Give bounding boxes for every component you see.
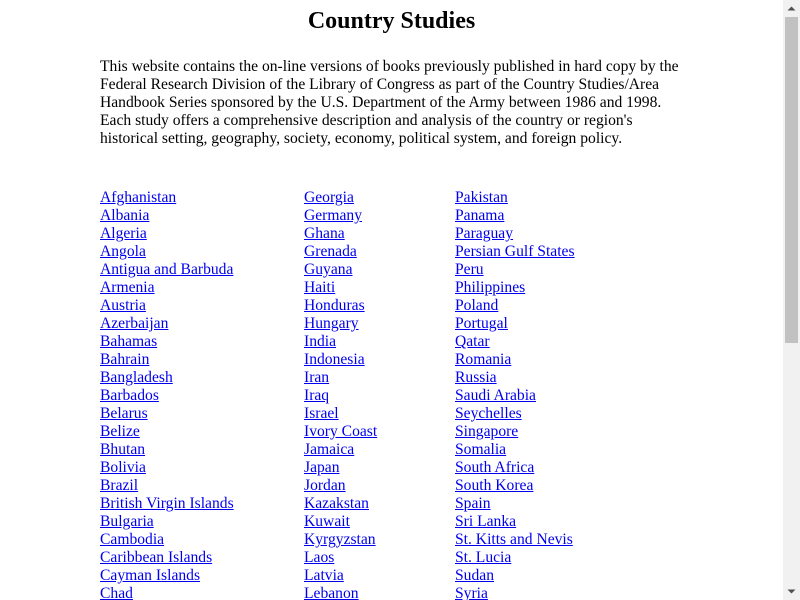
- country-list-item: [455, 495, 575, 513]
- country-link[interactable]: Somalia: [455, 441, 507, 458]
- country-list-item: [100, 279, 234, 297]
- country-list-item: [455, 243, 575, 261]
- country-link[interactable]: Kuwait: [304, 513, 350, 530]
- country-link[interactable]: Poland: [455, 297, 499, 314]
- country-list-item: [100, 225, 234, 243]
- country-list-item: [100, 531, 234, 549]
- country-link[interactable]: Ivory Coast: [304, 423, 378, 440]
- country-list-item: [455, 405, 575, 423]
- country-link[interactable]: Austria: [100, 297, 146, 314]
- country-link[interactable]: Antigua and Barbuda: [100, 261, 234, 278]
- country-link[interactable]: Panama: [455, 207, 505, 224]
- country-column-2: [304, 189, 377, 600]
- country-link[interactable]: Cayman Islands: [100, 567, 201, 584]
- country-link[interactable]: Sudan: [455, 567, 494, 584]
- country-link[interactable]: Algeria: [100, 225, 147, 242]
- country-link[interactable]: Syria: [455, 585, 488, 600]
- country-list-item: [304, 261, 377, 279]
- country-link[interactable]: Guyana: [304, 261, 353, 278]
- country-list-item: [304, 225, 377, 243]
- country-link[interactable]: Peru: [455, 261, 484, 278]
- country-list-item: [100, 189, 234, 207]
- country-link[interactable]: Ghana: [304, 225, 345, 242]
- country-list-item: [100, 459, 234, 477]
- country-list-item: [455, 261, 575, 279]
- country-list-item: [455, 387, 575, 405]
- country-list-item: [304, 531, 377, 549]
- country-link[interactable]: Qatar: [455, 333, 490, 350]
- country-link[interactable]: Bahrain: [100, 351, 150, 368]
- country-list-item: [304, 495, 377, 513]
- country-link[interactable]: South Korea: [455, 477, 534, 494]
- country-list-item: [455, 225, 575, 243]
- country-link[interactable]: India: [304, 333, 337, 350]
- country-link[interactable]: Paraguay: [455, 225, 514, 242]
- country-link[interactable]: Barbados: [100, 387, 159, 404]
- country-list-item: [304, 387, 377, 405]
- country-list-item: [100, 387, 234, 405]
- country-list-item: [100, 405, 234, 423]
- country-link[interactable]: Jamaica: [304, 441, 355, 458]
- country-list-item: [100, 549, 234, 567]
- country-list-item: [304, 189, 377, 207]
- country-link[interactable]: Seychelles: [455, 405, 522, 422]
- country-link[interactable]: Grenada: [304, 243, 357, 260]
- country-list-item: [304, 441, 377, 459]
- country-list-item: [304, 351, 377, 369]
- country-list-item: [304, 549, 377, 567]
- country-list-item: [100, 243, 234, 261]
- country-list-item: [455, 369, 575, 387]
- country-list-item: [304, 297, 377, 315]
- country-link[interactable]: Brazil: [100, 477, 139, 494]
- scroll-up-arrow-icon[interactable]: [783, 0, 800, 17]
- country-list-item: [455, 207, 575, 225]
- country-link[interactable]: Saudi Arabia: [455, 387, 536, 404]
- country-link[interactable]: Lebanon: [304, 585, 359, 600]
- country-link[interactable]: Belize: [100, 423, 140, 440]
- country-list-item: [455, 477, 575, 495]
- country-link[interactable]: Bhutan: [100, 441, 146, 458]
- country-list-item: [100, 441, 234, 459]
- country-list-item: [100, 207, 234, 225]
- country-link[interactable]: Chad: [100, 585, 133, 600]
- country-list-item: [304, 477, 377, 495]
- country-list-item: [455, 459, 575, 477]
- country-link[interactable]: Persian Gulf States: [455, 243, 575, 260]
- country-link[interactable]: Latvia: [304, 567, 344, 584]
- country-list-item: [304, 243, 377, 261]
- country-link[interactable]: Angola: [100, 243, 146, 260]
- country-link[interactable]: South Africa: [455, 459, 535, 476]
- country-list-item: [100, 351, 234, 369]
- country-link[interactable]: Caribbean Islands: [100, 549, 213, 566]
- country-link[interactable]: Iraq: [304, 387, 330, 404]
- country-list-item: [100, 333, 234, 351]
- country-list-item: [100, 567, 234, 585]
- country-link[interactable]: Spain: [455, 495, 491, 512]
- country-link[interactable]: Russia: [455, 369, 497, 386]
- country-link[interactable]: Kazakstan: [304, 495, 369, 512]
- country-list-item: [100, 513, 234, 531]
- country-link[interactable]: Iran: [304, 369, 330, 386]
- country-list-item: [455, 441, 575, 459]
- country-list-item: [455, 333, 575, 351]
- country-link[interactable]: Philippines: [455, 279, 526, 296]
- intro-paragraph: This website contains the on-line versions of books previously published in hard copy by the Federal Research Division of the Library of Congress as part of the Country Studies/Area Handbook Series sponsored by the U.S. Department of the Army between 1986 and 1998. Each study offers a comprehensive description and analysis of the country or region's historical setting, geography, society, economy, political system, and foreign policy.: [100, 58, 679, 147]
- country-list-item: [455, 351, 575, 369]
- country-list-item: [100, 297, 234, 315]
- country-link[interactable]: Japan: [304, 459, 340, 476]
- country-link[interactable]: Indonesia: [304, 351, 365, 368]
- country-list-item: [100, 315, 234, 333]
- country-list-item: [304, 585, 377, 600]
- country-link[interactable]: Cambodia: [100, 531, 165, 548]
- country-link[interactable]: Jordan: [304, 477, 346, 494]
- country-link[interactable]: British Virgin Islands: [100, 495, 234, 512]
- country-list-item: [304, 369, 377, 387]
- country-column-3: [455, 189, 575, 600]
- country-list-item: [304, 405, 377, 423]
- country-list-item: [304, 567, 377, 585]
- country-list-item: [100, 585, 234, 600]
- country-link[interactable]: Afghanistan: [100, 189, 177, 206]
- country-link[interactable]: Laos: [304, 549, 335, 566]
- country-link[interactable]: Albania: [100, 207, 150, 224]
- country-list-item: [304, 333, 377, 351]
- country-link[interactable]: Bolivia: [100, 459, 146, 476]
- country-link[interactable]: Georgia: [304, 189, 354, 206]
- country-link[interactable]: Romania: [455, 351, 512, 368]
- country-link[interactable]: Bahamas: [100, 333, 158, 350]
- page-title: Country Studies: [307, 8, 476, 34]
- country-link[interactable]: Armenia: [100, 279, 155, 296]
- country-list-item: [455, 549, 575, 567]
- country-link[interactable]: Sri Lanka: [455, 513, 517, 530]
- country-list-item: [455, 189, 575, 207]
- country-list-item: [304, 513, 377, 531]
- country-list-item: [304, 423, 377, 441]
- country-link[interactable]: Honduras: [304, 297, 365, 314]
- country-link[interactable]: St. Kitts and Nevis: [455, 531, 573, 548]
- country-list-item: [455, 315, 575, 333]
- vertical-scrollbar[interactable]: [783, 0, 800, 600]
- country-list-item: [304, 315, 377, 333]
- scrollbar-thumb[interactable]: [785, 17, 798, 343]
- country-list-item: [455, 567, 575, 585]
- country-link[interactable]: Bangladesh: [100, 369, 173, 386]
- country-list-item: [455, 297, 575, 315]
- country-link[interactable]: Pakistan: [455, 189, 508, 206]
- country-list-item: [455, 279, 575, 297]
- country-link[interactable]: Portugal: [455, 315, 508, 332]
- country-list-item: [100, 423, 234, 441]
- country-link[interactable]: Kyrgyzstan: [304, 531, 376, 548]
- country-column-1: [100, 189, 234, 600]
- country-list-item: [100, 261, 234, 279]
- country-link[interactable]: Israel: [304, 405, 339, 422]
- country-list-item: [455, 531, 575, 549]
- country-list-item: [304, 279, 377, 297]
- country-list-item: [100, 477, 234, 495]
- country-link[interactable]: Hungary: [304, 315, 359, 332]
- country-list-item: [100, 495, 234, 513]
- country-link[interactable]: Germany: [304, 207, 363, 224]
- country-list-item: [455, 423, 575, 441]
- scroll-down-arrow-icon[interactable]: [783, 583, 800, 600]
- country-list-item: [304, 207, 377, 225]
- country-link[interactable]: St. Lucia: [455, 549, 512, 566]
- country-list-item: [304, 459, 377, 477]
- country-link[interactable]: Singapore: [455, 423, 519, 440]
- country-list-item: [455, 585, 575, 600]
- country-link[interactable]: Haiti: [304, 279, 336, 296]
- country-link[interactable]: Azerbaijan: [100, 315, 169, 332]
- country-link[interactable]: Bulgaria: [100, 513, 154, 530]
- country-list-item: [455, 513, 575, 531]
- country-link[interactable]: Belarus: [100, 405, 148, 422]
- country-list-item: [100, 369, 234, 387]
